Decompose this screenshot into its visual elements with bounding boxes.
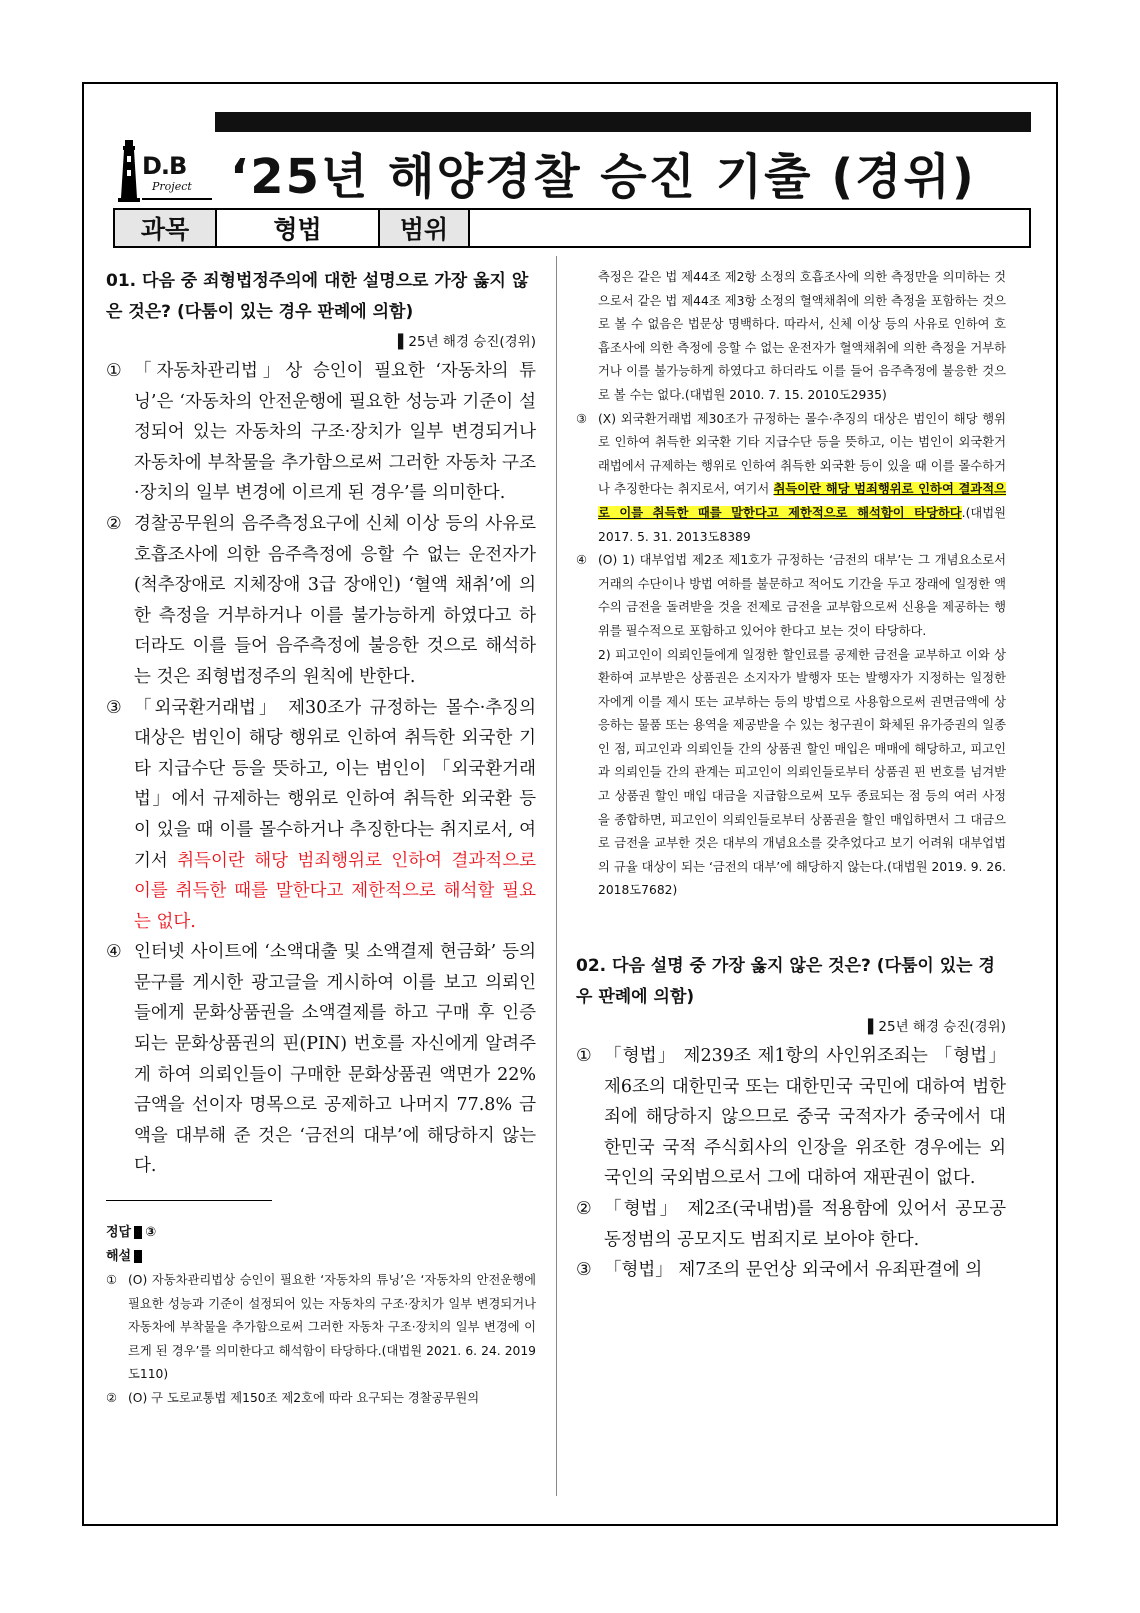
explanation-2-start: ② (O) 구 도로교통법 제150조 제2호에 따라 요구되는 경찰공무원의	[106, 1391, 480, 1405]
question-2-heading: 02. 다음 설명 중 가장 옳지 않은 것은? (다툼이 있는 경우 판례에 의함)	[576, 956, 995, 1008]
q2-option-1: ① 「형법」 제239조 제1항의 사인위조죄는 「형법」 제6조의 대한민국 또는 대한민국 국민에 대하여 범한 죄에 해당하지 않으므로 중국 국적자가 중국에서 대한민국 국적 주식회사의 인장을 위조한 경우에는 외국인의 국외범으로서 그에 대하여 재판권이 없다.	[576, 1046, 1006, 1189]
logo-subtext: Project	[152, 180, 192, 193]
left-column	[106, 266, 536, 1411]
answer-line: 정답 ③	[106, 1225, 157, 1241]
separator-rule	[106, 1200, 272, 1201]
answer-value: ③	[145, 1225, 157, 1241]
explanation-2-continued: 측정은 같은 법 제44조 제2항 소정의 호흡조사에 의한 측정만을 의미하는 것으로서 같은 법 제44조 제3항 소정의 혈액채취에 의한 측정을 포함하는 것으로 볼 수 없음은 법문상 명백하다. 따라서, 신체 이상 등의 사유로 인하여 호흡조사에 의한 측정에 응할 수 없는 운전자가 혈액채취에 의한 측정을 거부하거나 이를 불가능하게 하였다고 하더라도 이를 들어 음주측정에 불응한 것으로 볼 수는 없다.(대법원 2010. 7. 15. 2010도2935)	[598, 270, 1006, 402]
scope-value	[470, 210, 1029, 246]
q1-option-4: ④ 인터넷 사이트에 ‘소액대출 및 소액결제 현금화’ 등의 문구를 게시한 광고글을 게시하여 이를 보고 의뢰인들에게 문화상품권을 소액결제를 하고 구매 후 인증되는 문화상품권의 핀(PIN) 번호를 자신에게 알려주게 하여 의뢰인들이 구매한 문화상품권 액면가 22% 금액을 선이자 명목으로 공제하고 나머지 77.8% 금액을 대부해 준 것은 ‘금전의 대부’에 해당하지 않는다.	[106, 942, 536, 1177]
q2-option-2: ② 「형법」 제2조(국내범)를 적용함에 있어서 공모공동정범의 공모지도 범죄지로 보아야 한다.	[576, 1199, 1006, 1250]
explanation-1: ① (O) 자동차관리법상 승인이 필요한 ‘자동차의 튜닝’은 ‘자동차의 안전운행에 필요한 성능과 기준이 설정되어 있는 자동차의 구조·장치가 일부 변경되거나 자동차에 부착물을 추가함으로써 그러한 자동차 구조·장치의 일부 변경에 이르게 된 경우’를 의미한다고 해석함이 타당하다.(대법원 2021. 6. 24. 2019도110)	[106, 1273, 536, 1382]
page-title: ‘25년 해양경찰 승진 기출 (경위)	[230, 149, 976, 205]
logo	[118, 132, 214, 204]
right-column	[576, 266, 1006, 1286]
header-bar	[115, 112, 1031, 132]
explanation-3: ③ (X) 외국환거래법 제30조가 규정하는 몰수·추징의 대상은 범인이 해당 행위로 인하여 취득한 외국환 기타 지급수단 등을 뜻하고, 이는 범인이 외국환거래법에서 규제하는 행위로 인하여 취득한 외국환 등이 있을 때 이를 몰수하거나 추징한다는 취지로서, 여기서 취득이란 해당 범죄행위로 인하여 결과적으로 이를 취득한 때를 말한다고 제한적으로 해석함이 타당하다.(대법원 2017. 5. 31. 2013도8389	[576, 411, 1006, 544]
subject-row	[113, 208, 1031, 248]
question-1-heading: 01. 다음 중 죄형법정주의에 대한 설명으로 가장 옳지 않은 것은? (다툼이 있는 경우 판례에 의함)	[106, 271, 529, 322]
scope-label: 범위	[380, 210, 470, 246]
q1-option-1: ① 「자동차관리법」상 승인이 필요한 ‘자동차의 튜닝’은 ‘자동차의 안전운행에 필요한 성능과 기준이 설정되어 있는 자동차의 구조·장치가 일부 변경되거나 자동차에 부착물을 추가함으로써 그러한 자동차 구조·장치의 일부 변경에 이르게 된 경우’를 의미한다.	[106, 361, 536, 504]
question-2-source: ▌25년 해경 승진(경위)	[868, 1019, 1006, 1036]
q1-option-3: ③ 「외국환거래법」 제30조가 규정하는 몰수·추징의 대상은 범인이 해당 행위로 인하여 취득한 외국한 기타 지급수단 등을 뜻하고, 이는 범인이 「외국환거래법」에서 규제하는 행위로 인하여 취득한 외국환 등이 있을 때 이를 몰수하거나 추징한다는 취지로서, 여기서 취득이란 해당 범죄행위로 인하여 결과적으로 이를 취득한 때를 말한다고 제한적으로 해석할 필요는 없다.	[106, 697, 537, 932]
q1-option-3-red-text: 취득이란 해당 범죄행위로 인하여 결과적으로 이를 취득한 때를 말한다고 제한적으로 해석할 필요는 없다.	[134, 850, 537, 932]
subject-value: 형법	[217, 210, 380, 246]
logo-text: D.B	[142, 152, 187, 180]
explanation-label-line: 해설	[106, 1245, 536, 1269]
question-1-source: ▌25년 해경 승진(경위)	[398, 334, 536, 350]
lighthouse-icon	[118, 140, 140, 202]
subject-label: 과목	[115, 210, 217, 246]
column-divider	[556, 256, 557, 1496]
explanation-3-highlight: 취득이란 해당 범죄행위로 인하여 결과적으로 이를 취득한 때를 말한다고 제한적으로 해석함이 타당하다	[598, 482, 1006, 520]
q2-option-3: ③ 「형법」 제7조의 문언상 외국에서 유죄판결에 의	[576, 1260, 983, 1281]
explanation-4: ④ (O) 1) 대부업법 제2조 제1호가 규정하는 ‘금전의 대부’는 그 개념요소로서 거래의 수단이나 방법 여하를 불문하고 적어도 기간을 두고 장래에 일정한 액수의 금전을 돌려받을 것을 전제로 금전을 교부함으로써 신용을 제공하는 행위를 필수적으로 포함하고 있어야 한다고 보는 것이 타당하다. 2) 피고인이 의뢰인들에게 일정한 할인료를 공제한 금전을 교부하고 이와 상환하여 교부받은 상품권은 소지자가 발행자 또는 발행자가 지정하는 일정한 자에게 이를 제시 또는 교부하는 등의 방법으로 사용함으로써 권면금액에 상응하는 물품 또는 용역을 제공받을 수 있는 청구권이 화체된 유가증권의 일종인 점, 피고인과 의뢰인들 간의 상품권 할인 매입은 매매에 해당하고, 피고인과 의뢰인들 간의 관계는 피고인이 의뢰인들로부터 상품권 핀 번호를 넘겨받고 상품권 할인 매입 대금을 지급함으로써 모두 종료되는 점 등의 여러 사정을 종합하면, 피고인이 의뢰인들로부터 상품권을 할인 매입하면서 그 대금으로 금전을 교부한 것은 대부의 개념요소를 갖추었다고 보기 어려워 대부업법의 규율 대상이 되는 ‘금전의 대부’에 해당하지 않는다.(대법원 2019. 9. 26. 2018도7682)	[576, 553, 1006, 898]
q1-option-2: ② 경찰공무원의 음주측정요구에 신체 이상 등의 사유로 호흡조사에 의한 음주측정에 응할 수 없는 운전자가(척추장애로 지체장애 3급 장애인) ‘혈액 채취’에 의한 측정을 거부하거나 이를 불가능하게 하였다고 하더라도 이를 들어 음주측정에 불응한 것으로 해석하는 것은 죄형법정주의 원칙에 반한다.	[106, 513, 536, 687]
